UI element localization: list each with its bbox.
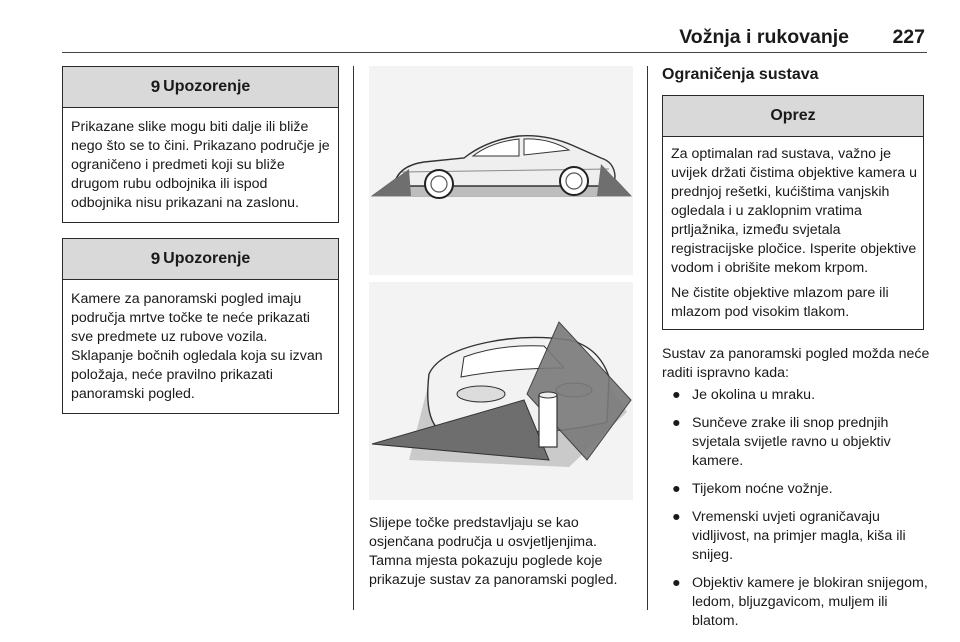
warning-text: Prikazane slike mogu biti dalje ili bliže nego što se to čini. Prikazano područje je ograničeno i predmeti koji su bliže drugom rubu odbojnika ili ispod odbojnika nisu prikazani na zaslonu. (71, 119, 330, 211)
warning-title: Upozorenje (163, 78, 251, 95)
bullet-icon: ● (672, 509, 681, 525)
bullet-icon: ● (672, 481, 681, 497)
bullet-icon: ● (672, 387, 681, 403)
caution-paragraph: Ne čistite objektive mlazom pare ili mlazom pod visokim tlakom. (671, 285, 889, 320)
caution-text (663, 137, 923, 329)
car-side-view-illustration (369, 66, 633, 275)
limitations-list (662, 386, 934, 640)
warning-title: Upozorenje (163, 250, 251, 267)
list-item: ● Sunčeve zrake ili snop prednjih svjetala svijetle ravno u objektiv kamere. (672, 415, 891, 469)
bullet-icon: ● (672, 575, 681, 591)
column-divider (647, 66, 648, 610)
list-item: ● Tijekom noćne vožnje. (672, 481, 833, 497)
warning-box-2 (62, 238, 339, 414)
caution-paragraph: Za optimalan rad sustava, važno je uvijek držati čistima objektive kamera u prednjoj rešetki, kućištima vanjskih ogledala i u zaklopnim vratima prtljažnika, između svjetala registracijske pločice. Isperite objektive vodom i obrišite mekom krpom. (671, 146, 918, 276)
warning-icon: 9 (150, 77, 161, 96)
warning-header (63, 67, 338, 108)
page-header (62, 26, 927, 53)
caution-title: Oprez (663, 96, 923, 137)
caution-box (662, 95, 924, 330)
warning-header (63, 239, 338, 280)
bullet-icon: ● (672, 415, 681, 431)
section-heading: Ograničenja sustava (662, 66, 819, 83)
warning-box-1 (62, 66, 339, 223)
list-item: ● Vremenski uvjeti ograničavaju vidljivost, na primjer magla, kiša ili snijeg. (672, 509, 906, 563)
figure-caption: Slijepe točke predstavljaju se kao osjenčana područja u osvjetljenjima. Tamna mjesta pokazuju poglede koje prikazuje sustav za panoramski pogled. (369, 515, 618, 588)
header-title: Vožnja i rukovanje (679, 26, 849, 48)
warning-text: Kamere za panoramski pogled imaju područja mrtve točke te neće prikazati sve predmete uz rubove vozila. Sklapanje bočnih ogledala koja su izvan položaja, neće pravilno prikazati panoramski pogled. (71, 291, 323, 402)
column-divider (353, 66, 354, 610)
page-number: 227 (892, 26, 925, 48)
list-item: ● Je okolina u mraku. (672, 387, 816, 403)
warning-icon: 9 (150, 249, 161, 268)
intro-text: Sustav za panoramski pogled možda neće raditi ispravno kada: (662, 346, 930, 381)
list-item: ● Objektiv kamere je blokiran snijegom, ledom, bljuzgavicom, muljem ili blatom. (672, 575, 928, 629)
car-camera-zones-illustration (369, 282, 633, 500)
